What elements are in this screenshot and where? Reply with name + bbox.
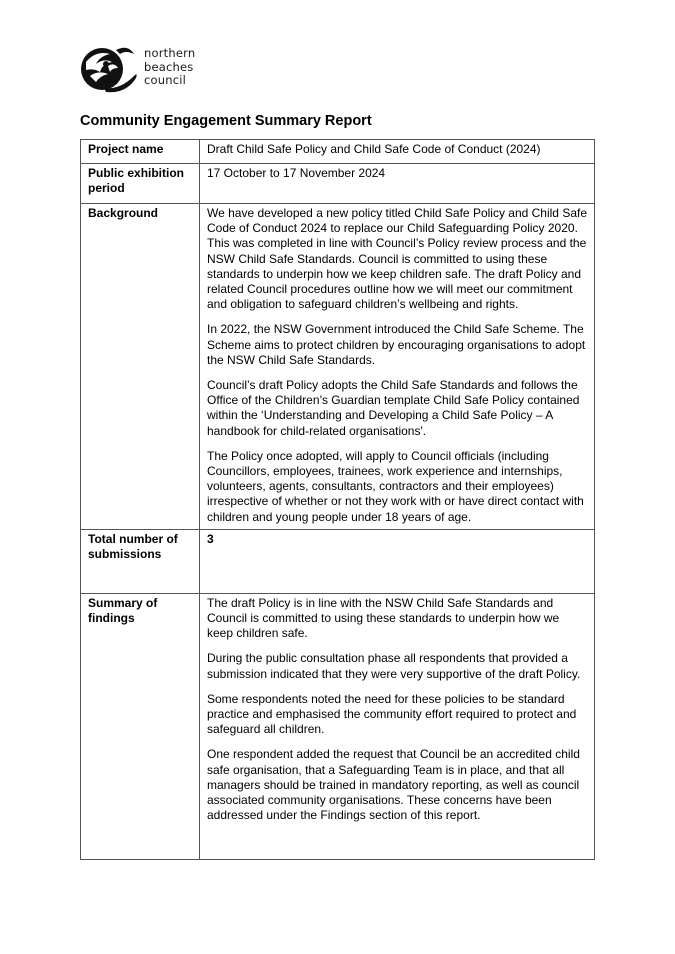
- table-row: [81, 529, 595, 593]
- row-value: [200, 140, 595, 164]
- paragraph: In 2022, the NSW Government introduced the Child Safe Scheme. The Scheme aims to protect children by encouraging organisations to adopt the NSW Child Safe Standards.: [207, 322, 586, 367]
- report-title: Community Engagement Summary Report: [80, 113, 372, 129]
- table-row: [81, 164, 595, 204]
- row-value: [200, 204, 595, 530]
- row-value: [200, 593, 595, 859]
- paragraph: The Policy once adopted, will apply to Council officials (including Councillors, employees, trainees, work experience and internships, volunteers, agents, consultants, contractors and their employees) irrespective of whether or not they work with or have direct contact with children and young people under 18 years of age.: [207, 448, 584, 524]
- logo-line-3: council: [144, 73, 187, 87]
- logo-line-2: beaches: [144, 59, 194, 74]
- wave-emblem-icon: [78, 42, 140, 96]
- row-label: Summary of findings: [81, 593, 200, 859]
- paragraph: 17 October to 17 November 2024: [207, 166, 386, 180]
- paragraph: During the public consultation phase all respondents that provided a submission indicated that they were very supportive of the draft Policy.: [207, 651, 581, 681]
- council-logo: [78, 42, 208, 96]
- row-label: Total number of submissions: [81, 529, 200, 593]
- paragraph: We have developed a new policy titled Child Safe Policy and Child Safe Code of Conduct 2024 to replace our Child Safeguarding Policy 2020. This was completed in line with Council’s Policy review process and the NSW Child Safe Standards. Council is committed to using these standards to underpin how we keep children safe. The draft Policy and related Council procedures outline how we will meet our commitment and obligation to safeguard children’s wellbeing and rights.: [207, 206, 588, 312]
- paragraph: Draft Child Safe Policy and Child Safe Code of Conduct (2024): [207, 142, 541, 156]
- table-row: [81, 204, 595, 530]
- paragraph: One respondent added the request that Council be an accredited child safe organisation, that a Safeguarding Team is in place, and that all managers should be trained in mandatory reporting, as well as council associated community organisations. These concerns have been addressed under the Findings section of this report.: [207, 747, 580, 823]
- table-row: [81, 140, 595, 164]
- paragraph: 3: [207, 531, 214, 546]
- row-label: Project name: [81, 140, 200, 164]
- row-label: Background: [81, 204, 200, 530]
- row-value: [200, 529, 595, 593]
- table-row: [81, 593, 595, 859]
- logo-line-1: northern: [144, 46, 196, 60]
- paragraph: The draft Policy is in line with the NSW Child Safe Standards and Council is committed to using these standards to underpin how we keep children safe.: [207, 595, 560, 641]
- row-value: [200, 164, 595, 204]
- summary-table: [80, 139, 595, 860]
- paragraph: Some respondents noted the need for these policies to be standard practice and emphasised the community effort required to protect and safeguard all children.: [207, 691, 577, 737]
- paragraph: Council’s draft Policy adopts the Child Safe Standards and follows the Office of the Children’s Guardian template Child Safe Policy contained within the ‘Understanding and Developing a Child Safe Policy – A handbook for child-related organisations'.: [207, 378, 580, 438]
- row-label: Public exhibition period: [81, 164, 200, 204]
